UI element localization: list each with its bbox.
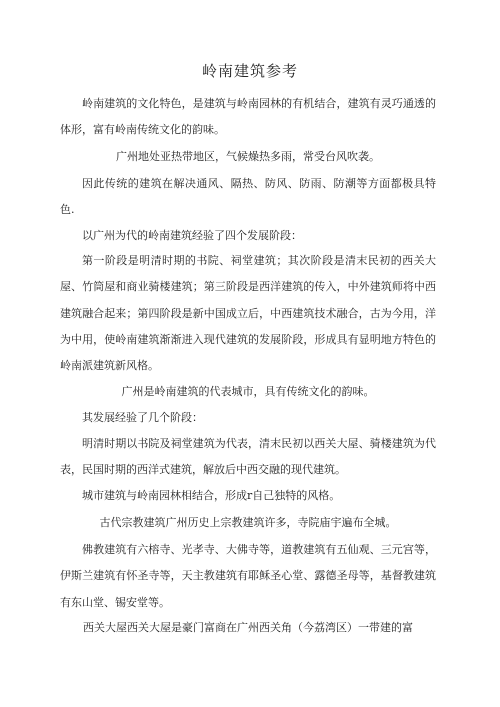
paragraph-religious-buildings: 古代宗教建筑广州历史上宗教建筑许多，寺院庙宇遍布全城。 bbox=[99, 516, 397, 529]
paragraph-four-stages: 第一阶段是明清时期的书院、祠堂建筑；其次阶段是清末民初的西关大屋、竹筒屋和商业骑楼建筑；第三阶段是西洋建筑的传入，中外建筑师将中西建筑融合起来；第四阶段是新中国成立后，中西建筑技术融合，古为今用，洋为中用，使岭南建筑渐渐进入现代建筑的发展阶段，形成具有显明地方特色的岭南派建筑新风格。 bbox=[60, 254, 436, 373]
paragraph-stages-intro: 其发展经验了几个阶段： bbox=[82, 411, 203, 424]
paragraph-xiguan: 西关大屋西关大屋是豪门富商在广州西关角（今荔湾区）一带建的富 bbox=[83, 621, 413, 634]
paragraph-features: 因此传统的建筑在解决通风、隔热、防风、防雨、防潮等方面都极具特色. bbox=[60, 177, 436, 217]
paragraph-four-stages-intro: 以广州为代的岭南建筑经验了四个发展阶段： bbox=[82, 229, 302, 242]
paragraph-representative-city: 广州是岭南建筑的代表城市，具有传统文化的韵味。 bbox=[121, 385, 375, 398]
paragraph-garden: 城市建筑与岭南园林相结合，形成r自己独特的风格。 bbox=[82, 489, 341, 502]
page-title: 岭南建筑参考 bbox=[201, 62, 298, 80]
paragraph-culture: 岭南建筑的文化特色，是建筑与岭南园林的有机结合，建筑有灵巧通透的体形，富有岭南传统文化的韵味。 bbox=[60, 97, 436, 137]
paragraph-climate: 广州地处亚热带地区，气候燥热多雨，常受台风吹袭。 bbox=[116, 150, 380, 163]
paragraph-temples: 佛教建筑有六榕寺、光孝寺、大佛寺等，道教建筑有五仙观、三元宫等，伊斯兰建筑有怀圣寺等，天主教建筑有耶稣圣心堂、露德圣母等，基督教建筑有东山堂、锡安堂等。 bbox=[60, 543, 436, 609]
paragraph-periods: 明清时期以书院及祠堂建筑为代表，清末民初以西关大屋、骑楼建筑为代表，民国时期的西洋式建筑，解放后中西交融的现代建筑。 bbox=[60, 437, 436, 477]
